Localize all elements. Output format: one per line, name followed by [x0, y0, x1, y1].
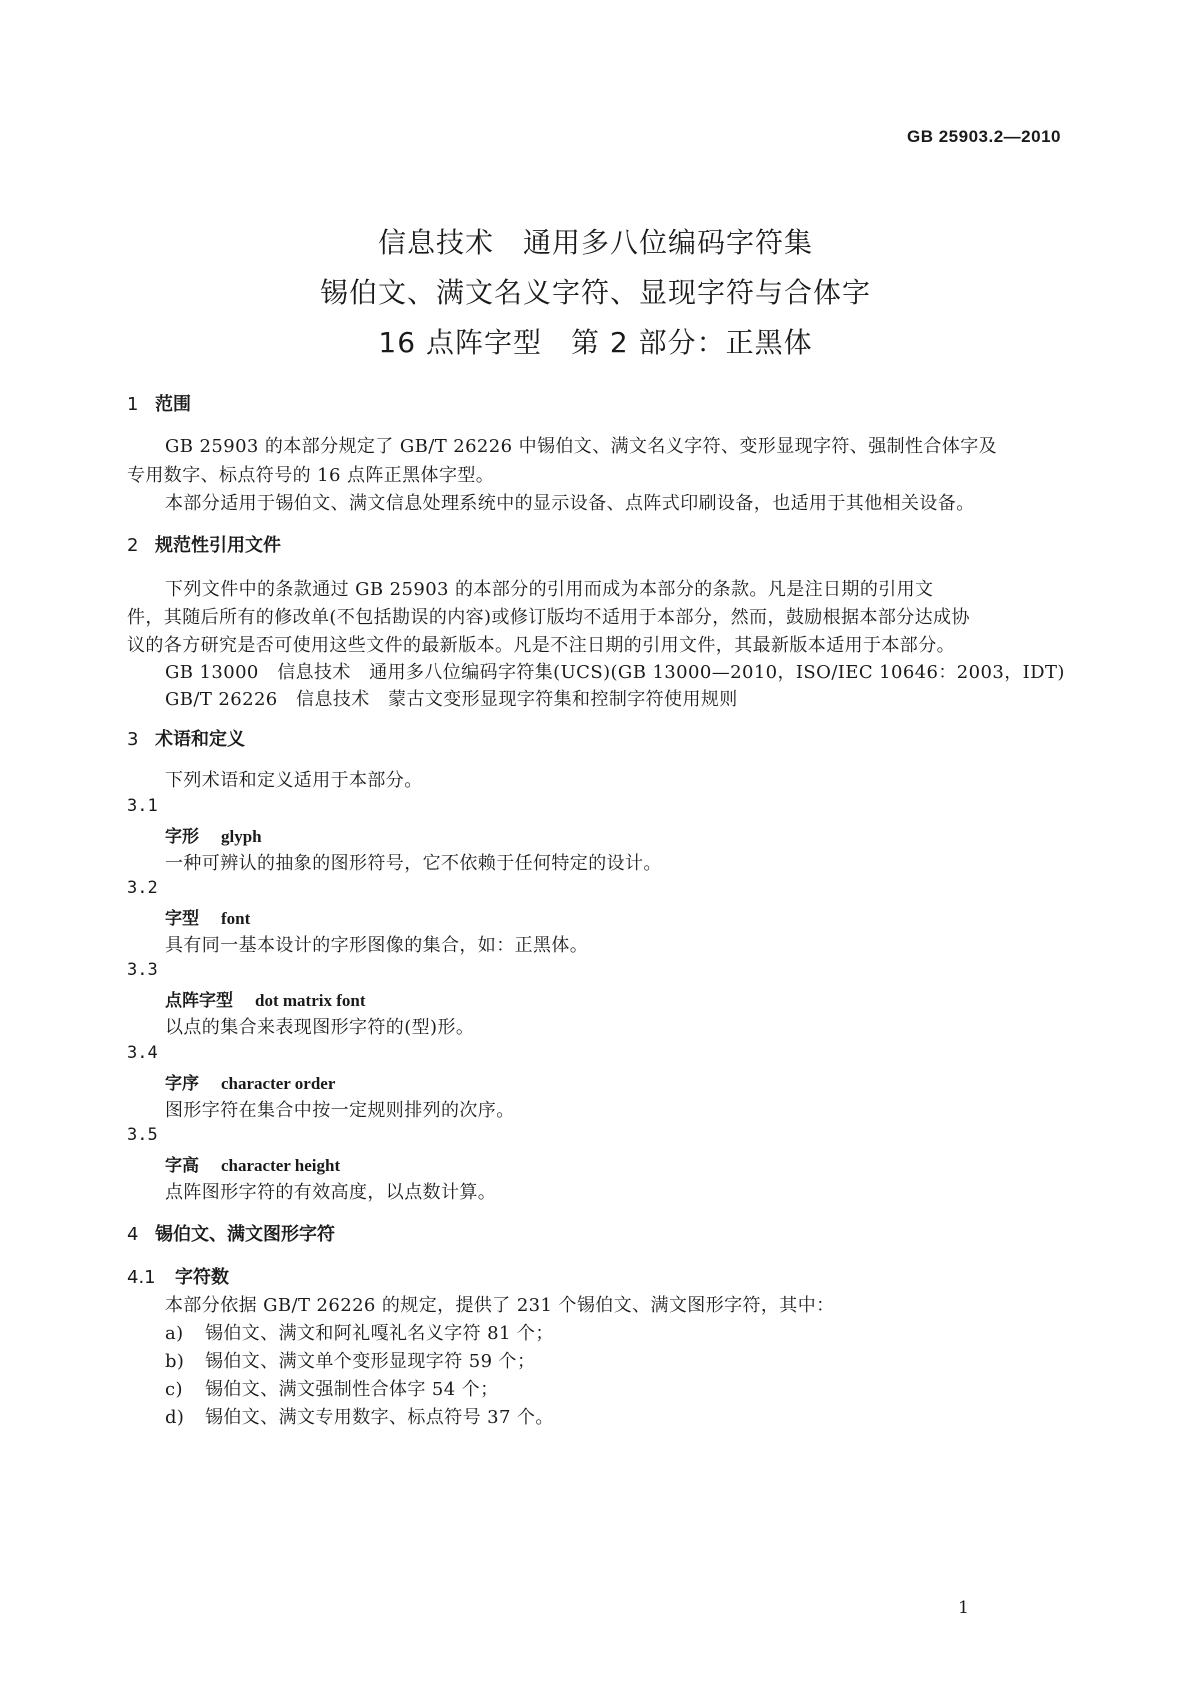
paragraph-line: 本部分适用于锡伯文、满文信息处理系统中的显示设备、点阵式印刷设备，也适用于其他相关设备。 [165, 493, 975, 514]
paragraph-line: 下列术语和定义适用于本部分。 [165, 770, 423, 791]
list-item-label: b) [165, 1351, 185, 1372]
list-item-text: 锡伯文、满文单个变形显现字符 59 个； [205, 1351, 536, 1372]
list-item-label: c) [165, 1379, 183, 1400]
section-title: 锡伯文、满文图形字符 [155, 1224, 335, 1245]
standard-number: GB 25903.2—2010 [907, 127, 1061, 146]
section-title: 规范性引用文件 [155, 535, 281, 556]
term-en: character order [221, 1074, 336, 1093]
term-number: 3.1 [127, 796, 158, 816]
reference-item: GB 13000 信息技术 通用多八位编码字符集(UCS)(GB 13000—2010，ISO/IEC 10646：2003，IDT) [165, 662, 1065, 683]
reference-item: GB/T 26226 信息技术 蒙古文变形显现字符集和控制字符使用规则 [165, 689, 738, 710]
paragraph-line: 专用数字、标点符号的 16 点阵正黑体字型。 [127, 465, 495, 486]
term-zh: 字形 [165, 827, 199, 847]
list-item-text: 锡伯文、满文强制性合体字 54 个； [205, 1379, 499, 1400]
section-number: 2 [127, 535, 139, 556]
term-definition: 图形字符在集合中按一定规则排列的次序。 [165, 1100, 515, 1121]
term-definition: 一种可辨认的抽象的图形符号，它不依赖于任何特定的设计。 [165, 853, 662, 874]
paragraph-line: 下列文件中的条款通过 GB 25903 的本部分的引用而成为本部分的条款。凡是注日期的引用文 [165, 579, 934, 600]
list-item-text: 锡伯文、满文和阿礼嘎礼名义字符 81 个； [205, 1323, 554, 1344]
term-title [165, 822, 262, 847]
section-title: 术语和定义 [155, 729, 245, 750]
term-zh: 点阵字型 [165, 991, 233, 1011]
section-number: 3 [127, 729, 139, 750]
term-number: 3.3 [127, 960, 158, 980]
title-line-2: 锡伯文、满文名义字符、显现字符与合体字 [319, 276, 871, 309]
term-definition: 点阵图形字符的有效高度，以点数计算。 [165, 1182, 497, 1203]
term-definition: 具有同一基本设计的字形图像的集合，如：正黑体。 [165, 935, 589, 956]
term-number: 3.5 [127, 1125, 158, 1145]
subsection-number: 4.1 [127, 1267, 156, 1288]
section-1-heading [127, 390, 191, 416]
term-en: dot matrix font [255, 991, 366, 1010]
paragraph-line: 议的各方研究是否可使用这些文件的最新版本。凡是不注日期的引用文件，其最新版本适用于本部分。 [127, 635, 955, 656]
term-definition: 以点的集合来表现图形字符的(型)形。 [165, 1017, 475, 1038]
term-number: 3.4 [127, 1043, 158, 1063]
section-3-heading [127, 725, 245, 751]
list-item [165, 1403, 554, 1429]
paragraph-line: 本部分依据 GB/T 26226 的规定，提供了 231 个锡伯文、满文图形字符，其中： [165, 1295, 835, 1316]
section-title: 范围 [155, 394, 191, 415]
title-line-3: 16 点阵字型 第 2 部分：正黑体 [378, 326, 813, 359]
section-4-heading [127, 1220, 335, 1246]
list-item [165, 1347, 535, 1373]
term-zh: 字高 [165, 1156, 199, 1176]
page-number: 1 [958, 1598, 969, 1618]
term-title [165, 1069, 335, 1094]
subsection-4-1-heading [127, 1263, 229, 1289]
document-title [0, 218, 1191, 368]
section-2-heading [127, 531, 281, 557]
subsection-title: 字符数 [175, 1267, 229, 1288]
section-number: 4 [127, 1224, 139, 1245]
term-title [165, 1151, 340, 1176]
list-item [165, 1319, 554, 1345]
term-en: font [221, 909, 251, 928]
term-number: 3.2 [127, 878, 158, 898]
term-title [165, 904, 250, 929]
list-item [165, 1375, 499, 1401]
list-item-label: d) [165, 1407, 185, 1428]
list-item-label: a) [165, 1323, 184, 1344]
term-en: character height [221, 1156, 341, 1175]
term-zh: 字序 [165, 1074, 199, 1094]
term-title [165, 986, 365, 1011]
term-zh: 字型 [165, 909, 199, 929]
list-item-text: 锡伯文、满文专用数字、标点符号 37 个。 [205, 1407, 554, 1428]
term-en: glyph [221, 827, 262, 846]
title-line-1: 信息技术 通用多八位编码字符集 [377, 226, 813, 259]
paragraph-line: GB 25903 的本部分规定了 GB/T 26226 中锡伯文、满文名义字符、变形显现字符、强制性合体字及 [165, 436, 998, 457]
section-number: 1 [127, 394, 139, 415]
paragraph-line: 件，其随后所有的修改单(不包括勘误的内容)或修订版均不适用于本部分，然而，鼓励根据本部分达成协 [127, 607, 970, 628]
